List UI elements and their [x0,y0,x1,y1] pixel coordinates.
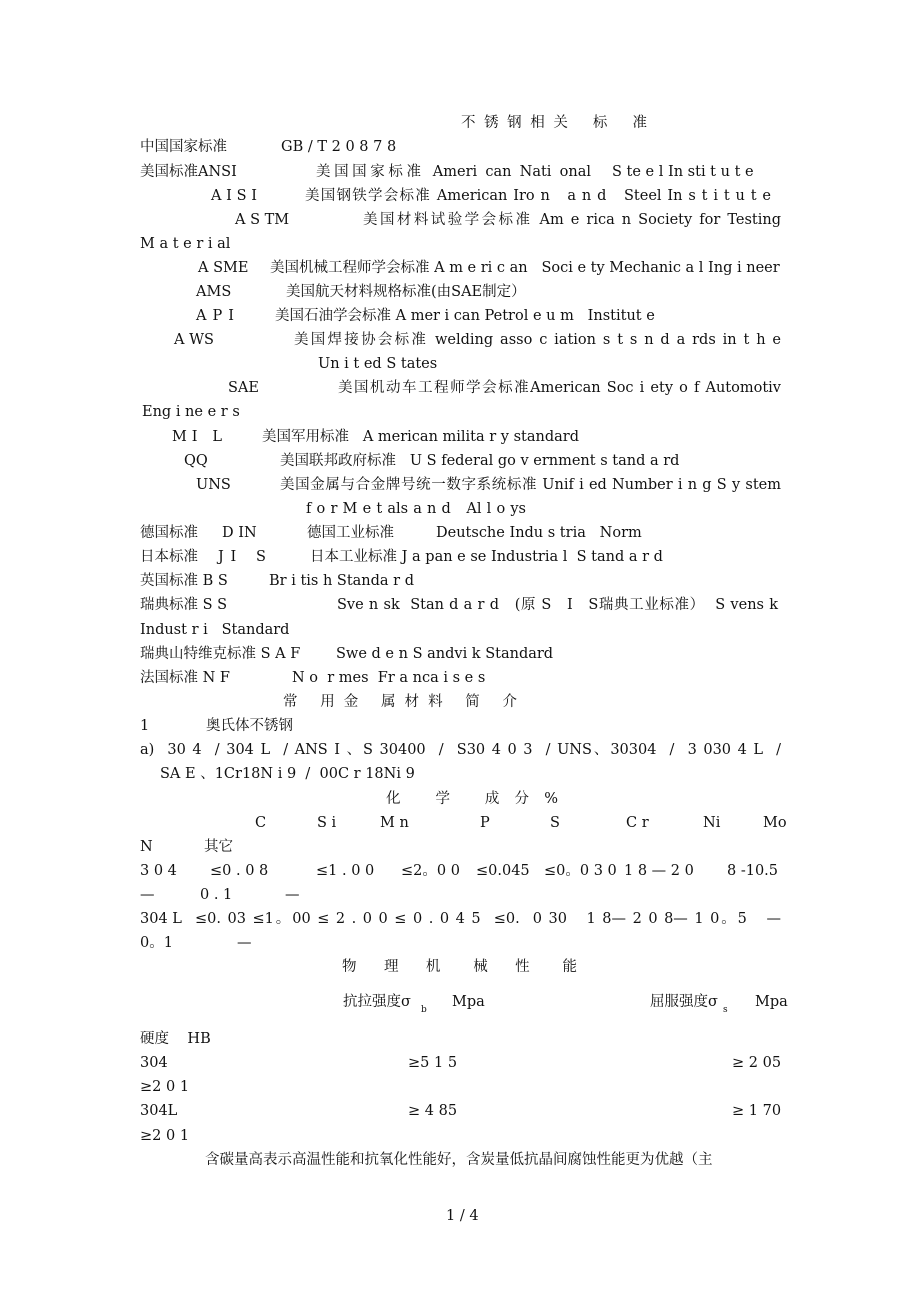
text-line-27-segment-1: a) 30 4 / 304 L / ANS I 、S 30400 / S30 4 0 3 / UNS、30304 / 3 030 4 L / [140,742,781,758]
text-line-32-segment-2: ≤0 . 0 8 [210,863,269,879]
text-line-30-segment-4: P [480,815,490,831]
text-line-4-segment-2: 美国钢铁学会标准 American Iro n a n d Steel In s t i t u t e [305,188,771,204]
page-number: 1 / 4 [446,1208,479,1224]
text-line-13-segment-1: Eng i ne e r s [142,404,240,420]
text-line-30-segment-5: S [550,815,560,831]
text-line-22-segment-1: Indust r i Standard [140,622,290,638]
text-line-43-segment-1: 含碳量高表示高温性能和抗氧化性能好，含炭量低抗晶间腐蚀性能更为优越（主 [205,1152,713,1168]
text-line-37-segment-3: Mpa [452,994,485,1010]
text-line-21-segment-1: 瑞典标准 S S [140,597,228,613]
text-line-10-segment-2: 美国焊接协会标准 welding asso c iation s t s n d a rds in t h e [294,332,781,348]
text-line-40-segment-1: ≥2 0 1 [140,1079,190,1095]
text-line-16-segment-1: UNS [196,477,231,493]
text-line-29-segment-1: 化 学 成 分 % [386,791,558,807]
text-line-32-segment-4: ≤2。0 0 [401,863,460,879]
text-line-23-segment-1: 瑞典山特维克标准 S A F [140,646,301,662]
text-line-32-segment-8: 8 -10.5 [727,863,779,879]
text-line-12-segment-2: 美国机动车工程师学会标准American Soc i ety o f Automotiv [338,380,781,396]
text-line-15-segment-1: QQ [184,453,208,469]
text-line-30-segment-7: Ni [703,815,721,831]
text-line-42-segment-1: ≥2 0 1 [140,1128,190,1144]
text-line-2-segment-1: 中国国家标准 [140,139,227,155]
text-line-32-segment-5: ≤0.045 [476,863,530,879]
text-line-39-segment-2: ≥5 1 5 [408,1055,458,1071]
text-line-18-segment-1: 德国标准 [140,525,198,541]
text-line-25-segment-1: 常 用 金 属 材 料 简 介 [283,694,517,710]
text-line-1-segment-1: 不 锈 钢 相 关 标 准 [461,115,647,131]
text-line-18-segment-3: 德国工业标准 [307,525,394,541]
text-line-41-segment-2: ≥ 4 85 [408,1103,458,1119]
text-line-7-segment-2: 美国机械工程师学会标准 A m e ri c an Soci e ty Mechanic a l Ing i neer [270,260,780,276]
text-line-3-segment-2: 美国国家标准 Ameri can Nati onal [316,164,591,180]
text-line-35-segment-2: — [237,935,252,951]
text-line-18-segment-4: Deutsche Indu s tria Norm [436,525,642,541]
text-line-28-segment-1: SA E 、1Cr18N i 9 / 00C r 18Ni 9 [160,766,415,782]
text-line-31-segment-1: N [140,839,153,855]
text-line-39-segment-1: 304 [140,1055,168,1071]
text-line-30-segment-8: Mo [763,815,787,831]
text-line-4-segment-1: A I S I [211,188,257,204]
text-line-30-segment-6: C r [626,815,649,831]
text-line-16-segment-2: 美国金属与合金牌号统一数字系统标准 Unif i ed Number i n g S y stem [280,477,781,493]
text-line-32-segment-3: ≤1 . 0 0 [316,863,375,879]
text-line-3-segment-1: 美国标准ANSI [140,164,237,180]
text-line-37-segment-1: 抗拉强度σ [343,994,411,1010]
text-line-21-segment-2: Sve n sk Stan d a r d (原 S I S瑞典工业标准） S vens k [337,597,778,613]
text-line-9-segment-1: A P I [196,308,234,324]
text-line-32-segment-1: 3 0 4 [140,863,177,879]
text-line-14-segment-2: 美国军用标准 A merican milita r y standard [262,429,579,445]
text-line-33-segment-3: — [285,887,300,903]
text-line-10-segment-1: A WS [174,332,214,348]
text-line-5-segment-2: 美国材料试验学会标准 Am e rica n Society for Testing [363,212,781,228]
text-line-32-segment-7: 1 8 — 2 0 [624,863,694,879]
text-line-32-segment-6: ≤0。0 3 0 [544,863,617,879]
text-line-17-segment-1: f o r M e t als a n d Al l o ys [306,501,526,517]
text-line-8-segment-2: 美国航天材料规格标准(由SAE制定） [286,284,526,300]
text-line-8-segment-1: AMS [196,284,232,300]
text-line-19-segment-2: J I S [218,549,266,565]
text-line-3-segment-3: S te e l In sti t u t e [612,164,754,180]
text-line-37-segment-4: 屈服强度σ [650,994,718,1010]
text-line-37-segment-5: s [723,1005,728,1015]
text-line-15-segment-2: 美国联邦政府标准 U S federal go v ernment s tand a rd [280,453,680,469]
text-line-5-segment-1: A S TM [235,212,290,228]
text-line-19-segment-3: 日本工业标准 J a pan e se Industria l S tand a r d [310,549,663,565]
text-line-6-segment-1: M a t e r i al [140,236,231,252]
text-line-31-segment-2: 其它 [204,839,233,855]
text-line-37-segment-2: b [421,1005,427,1015]
text-line-26-segment-2: 奥氏体不锈钢 [206,718,293,734]
text-line-36-segment-1: 物 理 机 械 性 能 [342,959,577,975]
text-line-33-segment-1: — [140,887,155,903]
text-line-35-segment-1: 0。1 [140,935,173,951]
text-line-30-segment-2: S i [317,815,337,831]
text-line-30-segment-1: C [255,815,267,831]
text-line-18-segment-2: D IN [222,525,257,541]
text-line-14-segment-1: M I L [172,429,222,445]
text-line-30-segment-3: M n [380,815,409,831]
text-line-34-segment-1: 304 L [140,911,182,927]
text-line-20-segment-1: 英国标准 B S [140,573,228,589]
text-line-41-segment-1: 304L [140,1103,178,1119]
text-line-34-segment-2: ≤0. 03 ≤1。00 ≤ 2 . 0 0 ≤ 0 . 0 4 5 ≤0. 0 30 1 8— 2 0 8— 1 0。5 — [195,911,781,927]
text-line-41-segment-3: ≥ 1 70 [732,1103,782,1119]
text-line-37-segment-6: Mpa [755,994,788,1010]
text-line-12-segment-1: SAE [228,380,259,396]
text-line-24-segment-1: 法国标准 N F [140,670,230,686]
text-line-2-segment-2: GB / T 2 0 8 7 8 [281,139,397,155]
text-line-19-segment-1: 日本标准 [140,549,198,565]
text-line-26-segment-1: 1 [140,718,150,734]
text-line-24-segment-2: N o r mes Fr a nca i s e s [292,670,486,686]
text-line-38-segment-1: 硬度 HB [140,1031,211,1047]
text-line-11-segment-1: Un i t ed S tates [318,356,438,372]
text-line-7-segment-1: A SME [198,260,249,276]
text-line-33-segment-2: 0 . 1 [200,887,233,903]
text-line-23-segment-2: Swe d e n S andvi k Standard [336,646,554,662]
text-line-9-segment-2: 美国石油学会标准 A mer i can Petrol e u m Institut e [275,308,655,324]
text-line-39-segment-3: ≥ 2 05 [732,1055,782,1071]
text-line-20-segment-2: Br i tis h Standa r d [269,573,415,589]
